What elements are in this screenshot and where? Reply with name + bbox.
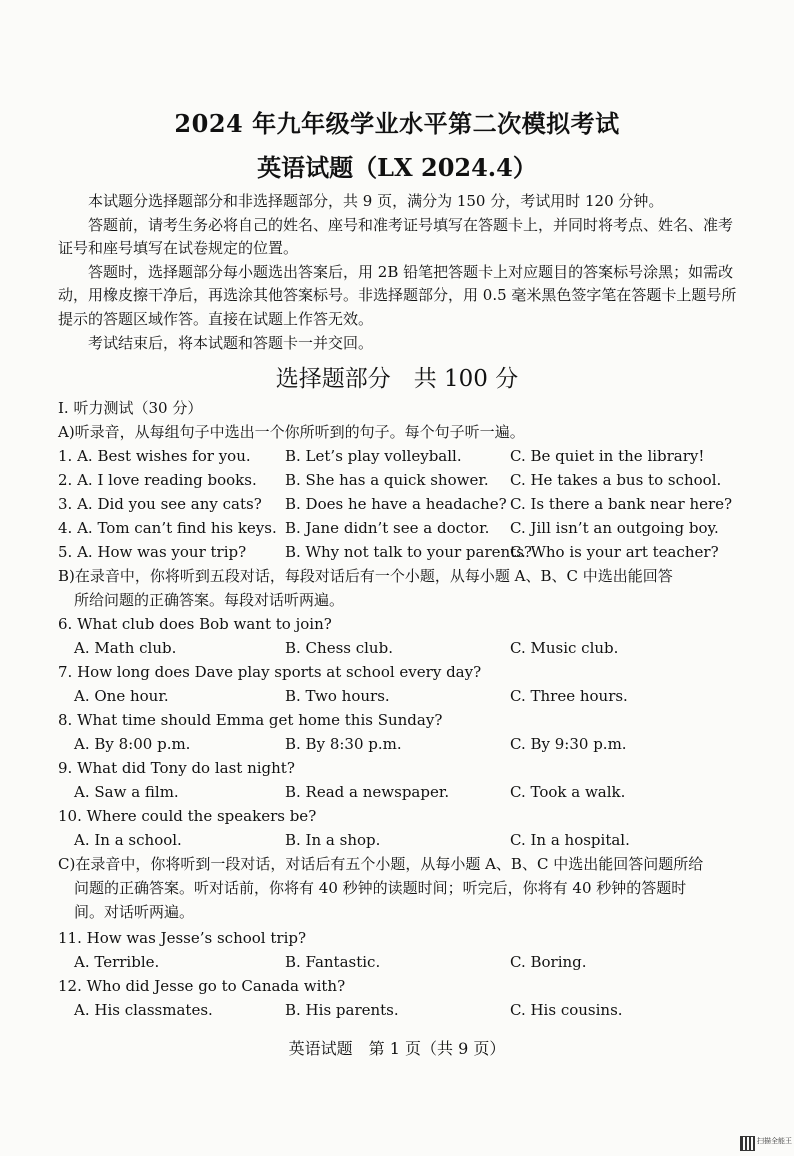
- part-c-instruction: 问题的正确答案。听对话前，你将有 40 秒钟的读题时间；听完后，你将有 40 秒钟的答题时: [74, 879, 687, 897]
- question-option: A. Terrible.: [74, 953, 160, 971]
- instruction-paragraph: 答题前，请考生务必将自己的姓名、座号和准考证号填写在答题卡上，并同时将考点、姓名、准考证号和座号填写在试卷规定的位置。: [58, 215, 734, 258]
- question-stem: 12. Who did Jesse go to Canada with?: [58, 977, 346, 995]
- question-option: 4. A. Tom can’t find his keys.: [58, 519, 277, 537]
- section-title: 选择题部分 共 100 分: [275, 366, 519, 392]
- question-stem: 8. What time should Emma get home this Sunday?: [58, 711, 443, 729]
- question-option: C. Be quiet in the library!: [510, 447, 705, 465]
- question-stem: 10. Where could the speakers be?: [58, 807, 317, 825]
- question-option: 2. A. I love reading books.: [58, 471, 257, 489]
- scanner-watermark: 扫描全能王: [757, 1137, 792, 1145]
- question-option: B. Fantastic.: [285, 953, 381, 971]
- question-option: C. Boring.: [510, 953, 587, 971]
- question-stem: 11. How was Jesse’s school trip?: [58, 929, 307, 947]
- question-option: C. Is there a bank near here?: [510, 495, 733, 513]
- question-option: A. One hour.: [74, 687, 169, 705]
- qr-code-icon: [740, 1136, 755, 1151]
- question-option: B. By 8:30 p.m.: [285, 735, 402, 753]
- instruction-paragraph: 考试结束后，将本试题和答题卡一并交回。: [88, 333, 374, 352]
- part-a-instruction: A)听录音，从每组句子中选出一个你所听到的句子。每个句子听一遍。: [58, 423, 525, 441]
- question-option: C. Three hours.: [510, 687, 628, 705]
- question-option: C. Who is your art teacher?: [510, 543, 719, 561]
- question-option: C. His cousins.: [510, 1001, 623, 1019]
- question-stem: 7. How long does Dave play sports at school every day?: [58, 663, 482, 681]
- instructions-block: [58, 190, 740, 355]
- instruction-paragraph: 本试题分选择题部分和非选择题部分，共 9 页，满分为 150 分，考试用时 120 分钟。: [88, 192, 664, 210]
- question-option: B. In a shop.: [285, 831, 381, 849]
- question-option: C. Took a walk.: [510, 783, 626, 801]
- question-option: B. Chess club.: [285, 639, 393, 657]
- exam-subtitle: 英语试题（LX 2024.4）: [257, 153, 537, 182]
- part-b-instruction: 所给问题的正确答案。每段对话听两遍。: [74, 591, 345, 609]
- question-option: B. Read a newspaper.: [285, 783, 450, 801]
- question-option: 5. A. How was your trip?: [58, 543, 247, 561]
- question-option: A. In a school.: [74, 831, 182, 849]
- question-option: C. Jill isn’t an outgoing boy.: [510, 519, 719, 537]
- question-option: B. His parents.: [285, 1001, 399, 1019]
- question-stem: 6. What club does Bob want to join?: [58, 615, 332, 633]
- question-option: B. Jane didn’t see a doctor.: [285, 519, 490, 537]
- question-option: A. Saw a film.: [74, 783, 179, 801]
- part-c-instruction: C)在录音中，你将听到一段对话，对话后有五个小题，从每小题 A、B、C 中选出能回答问题所给: [58, 855, 704, 873]
- question-option: C. By 9:30 p.m.: [510, 735, 627, 753]
- part-b-instruction: B)在录音中，你将听到五段对话，每段对话后有一个小题，从每小题 A、B、C 中选出能回答: [58, 567, 673, 585]
- question-option: B. Why not talk to your parents?: [285, 543, 532, 561]
- question-option: 1. A. Best wishes for you.: [58, 447, 251, 465]
- question-option: A. By 8:00 p.m.: [74, 735, 191, 753]
- question-option: C. In a hospital.: [510, 831, 630, 849]
- part-heading: I. 听力测试（30 分）: [58, 399, 203, 417]
- exam-title: 2024 年九年级学业水平第二次模拟考试: [174, 109, 620, 138]
- question-stem: 9. What did Tony do last night?: [58, 759, 295, 777]
- question-option: A. Math club.: [74, 639, 177, 657]
- instruction-paragraph: 答题时，选择题部分每小题选出答案后，用 2B 铅笔把答题卡上对应题目的答案标号涂黑；如需改动，用橡皮擦干净后，再选涂其他答案标号。非选择题部分，用 0.5 毫米黑色签字笔在答题卡上题号所提示的答题区域作答。直接在试题上作答无效。: [58, 262, 737, 328]
- page-footer: 英语试题 第 1 页（共 9 页）: [288, 1039, 506, 1058]
- question-option: B. Two hours.: [285, 687, 390, 705]
- question-option: B. She has a quick shower.: [285, 471, 489, 489]
- question-option: 3. A. Did you see any cats?: [58, 495, 262, 513]
- question-option: B. Let’s play volleyball.: [285, 447, 462, 465]
- part-c-instruction: 间。对话听两遍。: [74, 903, 195, 921]
- question-option: C. He takes a bus to school.: [510, 471, 722, 489]
- question-option: C. Music club.: [510, 639, 619, 657]
- question-option: A. His classmates.: [74, 1001, 213, 1019]
- question-option: B. Does he have a headache?: [285, 495, 507, 513]
